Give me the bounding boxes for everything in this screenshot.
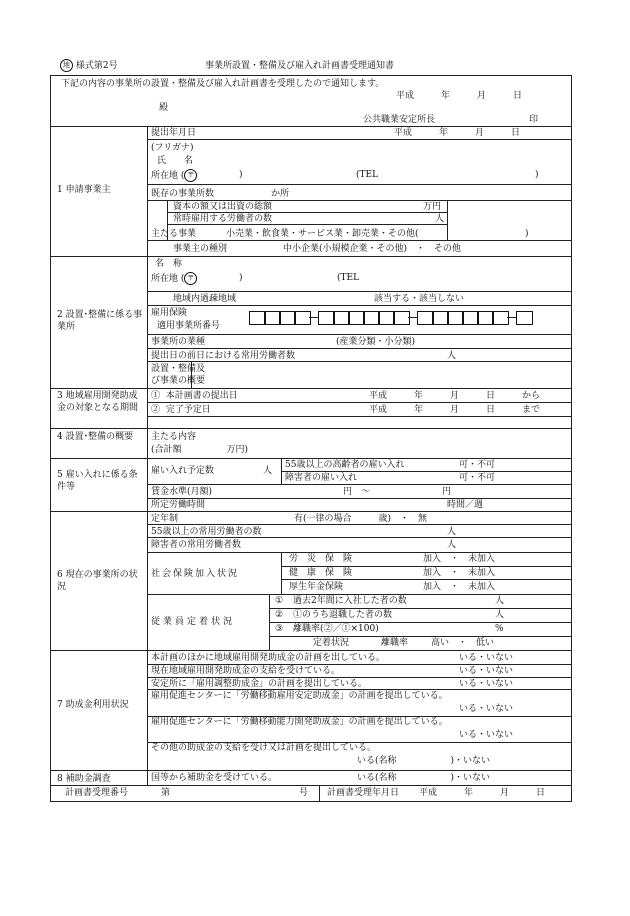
addressee-honorific: 殿 [159,103,169,113]
subsidy-question: 雇用促進センターに「労働移動能力開発助成金」の計画を提出している。 [151,717,448,727]
retention-item-label: 離職率(②／①×100) [293,624,379,634]
retention-item-label: ①のうち退職した者の数 [293,610,393,620]
retention-label: 従業員定着状況 [151,617,236,627]
retention-item-unit: 人 [495,596,505,606]
period-end-field[interactable]: 平成 年 月 日 まで [369,405,541,415]
main-content-label: 主たる内容 [151,432,197,442]
submit-date-label: 提出年月日 [151,128,197,138]
facility-address-row: 所在地 ( 〒 [151,272,197,285]
planned-hires-label: 雇い入れ予定数 [151,466,215,476]
subsidy-question: 雇用促進センターに「労働移動雇用安定助成金」の計画を提出している。 [151,691,448,701]
employer-type-label: 事業主の種別 [173,244,228,254]
wage-label: 賃金水準(月額) [151,487,213,497]
retention-item-unit: 人 [495,610,505,620]
insurance-type-label: 健 康 保 険 [289,568,353,578]
subsidy-options[interactable]: いる・いない [459,679,514,689]
subsidy-options[interactable]: いる・いない [459,730,514,740]
subsidy-question: その他の助成金の支給を受け又は計画を提出している。 [151,743,377,753]
period-start-row: ① 本計画書の提出日 [151,391,238,401]
workers-label: 提出日の前日における常用労働者数 [151,351,296,361]
insurance-label-2: 適用事業所番号 [157,321,221,331]
applicant-tel-label: (TEL [356,170,379,180]
section-label-grant: 8 補助金調査 [57,774,111,784]
section-label-period: 3 地域雇用開発助成金の対象となる期間 [57,391,139,413]
section-label-subsidy: 7 助成金利用状況 [57,700,129,710]
plan-number-label: 計画書受理番号 [65,788,129,798]
grant-options[interactable]: いる(名称 )・いない [357,773,491,783]
insurance-number-box[interactable] [492,311,509,325]
overview-label-2: び事業の概要 [151,376,206,386]
capital-label: 資本の額又は出資の総額 [173,202,273,212]
section-label-current: 6 現在の事業所の状況 [57,570,138,592]
section-label-hiring: 5 雇い入れに係る条件等 [57,470,138,492]
disabled-workers-label: 障害者の常用労働者数 [151,540,242,550]
region-label: 地域内過疎地域 [173,294,237,304]
retirement-field[interactable]: 有(一律の場合 歳) ・ 無 [294,514,428,524]
section-label-applicant: 1 申請事業主 [57,185,111,195]
section-label-overview: 4 設置･整備の概要 [57,432,134,442]
elderly-hire-label: 55歳以上の高齢者の雇い入れ [285,460,405,470]
subsidy-options[interactable]: いる(名称 )・いない [357,756,491,766]
retention-item-label: 過去2年間に入社した者の数 [293,596,407,606]
retention-status-mid: 離職率 [381,638,409,648]
retirement-label: 定年制 [151,514,179,524]
furigana-label: (フリガナ) [151,143,194,153]
insurance-number-dash [408,317,417,318]
period-start-field[interactable]: 平成 年 月 日 から [369,391,541,401]
retention-item-unit: % [495,624,504,634]
existing-offices-label: 既存の事業所数 [151,189,215,199]
notification-form: 下記の内容の事業所の設置・整備及び雇入れ計画書を受理したので通知します。 平成 年 月 日 殿 公共職業安定所長 印 1 申請事業主 2 設置･整備に係る事業所 3 地域雇用開発助成金の対象となる期間 4 設置･整備の概要 5 雇い入れに係る条件等 6 現在の事業所の状況 7 助成金利用状況 8 補助金調査 提出年月日 平成 年 月 日 (フリガナ) 氏 名 所在地 ( 〒 ) (TEL ) 既存の事業所数 か所 資本の額又は出資の総額 万円 常時雇用する労働者の数 人 主たる事業 小売業・飲食業・サービス業・卸売業・その他( ) 事業主の種別 中小企業(小規模企業・その他) ・ その他 名 称 所在地 ( 〒 ) (TEL 地域内過疎地域 該当する・該当しない 雇用保険 適用事業所番号 事業所の業種 (産業分類・小分類) 提出日の前日における常用労働者数 人 設置・整備及 び事業の概要 ① 本計画書の提出日 平成 年 月 日 から ② 完了予定日 平成 年 月 日 まで 主たる内容 (合計額 万円) 雇い入れ予定数 人 55歳以上の高齢者の雇い入れ 可・不可 障害者の雇い入れ 可・不可 賃金水準(月額) 円 ～ 円 所定労働時間 時間／週 定年制 有(一律の場合 歳) ・ 無 55歳以上の常用労働者の数 人 障害者の常用労働者数 人 社会保険加入状況 従業員定着状況 定着状況 離職率 高い ・ 低い 国等から補助金を受けている。 いる(名称 )・いない 計画書受理番号 第 号 計画書受理年月日 平成 年 月 日 労 災 保 険 加入 ・ 未加入 健 康 保 険 加入 ・ 未加入 厚生年金保険 加入 ・ 未加入 ① 過去2年間に入社した者の数 人 ② ①のうち退職した者の数 人 ③ 離職率(②／①×100) % 本計画のほかに地域雇用開発助成金の計画を出している。 いる・いない 現在地域雇用開発助成金の支給を受けている。 いる・いない 安定所に「雇用調整助成金」の計画を提出している。 いる・いない 雇用促進センターに「労働移動雇用安定助成金」の計画を提出している。 いる・いない 雇用促進センターに「労働移動能力開発助成金」の計画を提出している。 いる・いない その他の助成金の支給を受け又は計画を提出している。 いる(名称 )・いない [50,75,572,802]
period-end-row: ② 完了予定日 [151,405,211,415]
subsidy-options[interactable]: いる・いない [459,653,514,663]
insurance-status-options[interactable]: 加入 ・ 未加入 [423,568,496,578]
subsidy-options[interactable]: いる・いない [459,666,514,676]
receipt-date-label: 計画書受理年月日 [327,788,400,798]
grant-question: 国等から補助金を受けている。 [151,773,278,783]
postal-mark-icon: 〒 [184,169,197,182]
submit-date-field[interactable]: 平成 年 月 日 [394,128,521,138]
intro-date: 平成 年 月 日 [396,91,523,101]
retention-item-number: ② [275,610,284,620]
insurance-number-box[interactable] [393,311,410,325]
elderly-hire-options[interactable]: 可・不可 [459,460,496,470]
facility-name-label: 名 称 [155,259,183,269]
retention-status-options[interactable]: 高い ・ 低い [431,638,495,648]
insurance-status-options[interactable]: 加入 ・ 未加入 [423,582,496,592]
director-title: 公共職業安定所長 [363,115,436,125]
total-amount-label: (合計額 万円) [151,445,249,455]
form-header [60,59,118,72]
applicant-address-row: 所在地 ( 〒 [151,169,197,182]
form-number: 様式第2号 [75,61,118,71]
insurance-label-1: 雇用保険 [151,308,188,318]
social-insurance-label: 社会保険加入状況 [151,569,240,579]
insurance-number-dash [507,317,516,318]
insurance-number-box[interactable] [294,311,311,325]
overview-label-1: 設置・整備及 [151,364,206,374]
facility-tel-label: (TEL [337,273,360,283]
insurance-type-label: 厚生年金保険 [289,582,344,592]
business-type-label: 事業所の業種 [151,337,206,347]
disabled-hire-options[interactable]: 可・不可 [459,473,496,483]
business-type-field[interactable]: (産業分類・小分類) [336,337,416,347]
postal-mark-icon-2: 〒 [184,272,197,285]
insurance-number-dash [309,317,318,318]
wage-field[interactable]: 円 ～ 円 [343,487,452,497]
retention-item-number: ① [275,596,284,606]
intro-text: 下記の内容の事業所の設置・整備及び雇入れ計画書を受理したので通知します。 [61,79,385,89]
form-mark-stamp: 地 [60,59,73,72]
receipt-date-field[interactable]: 平成 年 月 日 [419,788,546,798]
over55-label: 55歳以上の常用労働者の数 [151,527,262,537]
regular-workers-label: 常時雇用する労働者の数 [173,214,273,224]
employer-type-options[interactable]: 中小企業(小規模企業・その他) ・ その他 [283,244,462,254]
section-label-facility: 2 設置･整備に係る事業所 [57,310,143,332]
subsidy-question: 現在地域雇用開発助成金の支給を受けている。 [151,666,341,676]
subsidy-question: 本計画のほかに地域雇用開発助成金の計画を出している。 [151,653,386,663]
retention-item-number: ③ [275,624,284,634]
insurance-status-options[interactable]: 加入 ・ 未加入 [423,554,496,564]
main-business-options[interactable]: 小売業・飲食業・サービス業・卸売業・その他( [226,229,419,239]
hours-label: 所定労働時間 [151,500,206,510]
region-options[interactable]: 該当する・該当しない [374,294,465,304]
main-business-label: 主たる事業 [151,229,197,239]
insurance-number-box[interactable] [516,311,533,325]
subsidy-options[interactable]: いる・いない [459,704,514,714]
seal-mark: 印 [529,115,539,125]
applicant-name-label: 氏 名 [157,156,194,166]
disabled-hire-label: 障害者の雇い入れ [285,473,358,483]
subsidy-question: 安定所に「雇用調整助成金」の計画を提出している。 [151,679,368,689]
retention-status-label: 定着状況 [313,638,350,648]
document-title: 事業所設置・整備及び雇入れ計画書受理通知書 [205,61,395,71]
insurance-type-label: 労 災 保 険 [289,554,353,564]
